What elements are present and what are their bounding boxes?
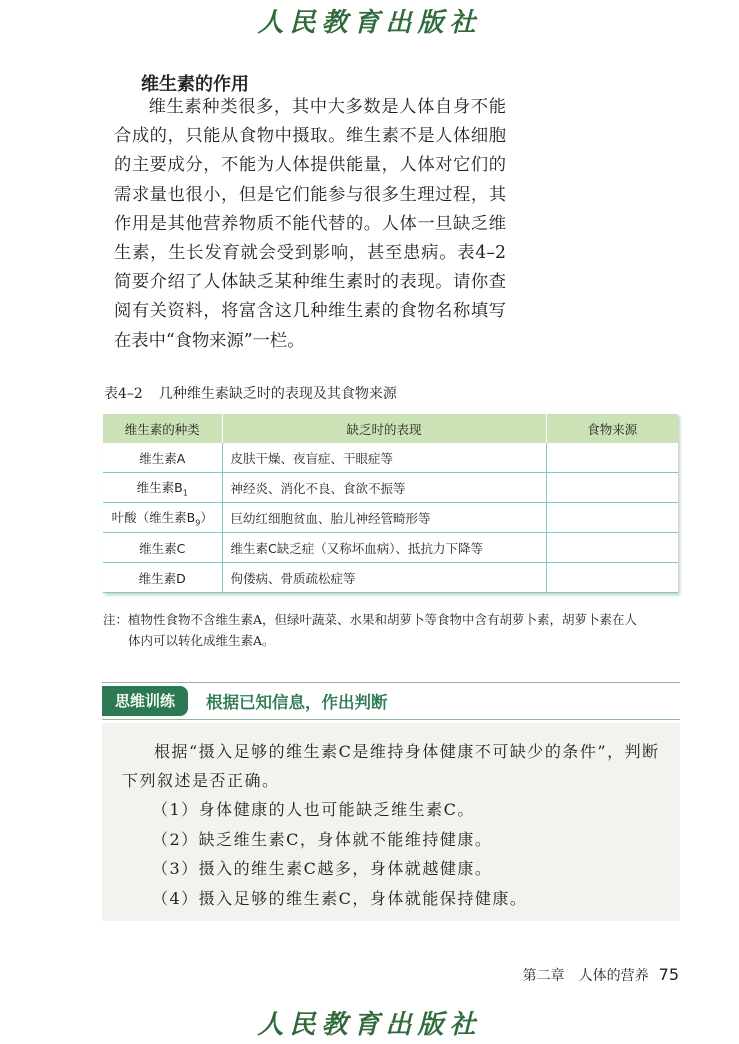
vitamin-type-cell [103, 443, 222, 473]
chapter-label: 第二章 人体的营养 [522, 968, 649, 984]
table-header-row [103, 414, 678, 443]
symptom-cell: 巨幼红细胞贫血、胎儿神经管畸形等 [222, 503, 546, 533]
table-row [103, 473, 678, 503]
publisher-logo-bottom: 人民教育出版社 [257, 1010, 482, 1040]
vitamin-type-cell [103, 533, 222, 563]
body-paragraph: 维生素种类很多，其中大多数是人体自身不能合成的，只能从食物中摄取。维生素不是人体细胞的主要成分，不能为人体提供能量，人体对它们的需求量也很小，但是它们能参与很多生理过程，其作用是其他营养物质不能代替的。人体一旦缺乏维生素，生长发育就会受到影响，甚至患病。表4–2简要介绍了人体缺乏某种维生素时的表现。请你查阅有关资料，将富含这几种维生素的食物名称填写在表中“食物来源”一栏。 [114, 97, 506, 351]
vitamin-type-cell [103, 563, 222, 593]
table-caption-number: 表4–2 [104, 386, 143, 402]
thinking-list [152, 795, 527, 913]
header-source: 食物来源 [546, 414, 678, 443]
food-source-cell[interactable] [546, 563, 678, 593]
page-footer [523, 965, 679, 985]
vitamin-subscript: 1 [182, 488, 188, 498]
table-caption-title: 几种维生素缺乏时的表现及其食物来源 [158, 386, 397, 402]
vitamin-suffix: ） [200, 509, 213, 525]
note-line-2: 体内可以转化成维生素A。 [128, 633, 275, 648]
vitamin-subscript: 9 [195, 518, 201, 528]
food-source-cell[interactable] [546, 443, 678, 473]
section-title: 维生素的作用 [141, 74, 249, 95]
thinking-header [102, 682, 680, 720]
note-text: 植物性食物不含维生素A，但绿叶蔬菜、水果和胡萝卜等食物中含有胡萝卜素，胡萝卜素在人 [128, 612, 638, 627]
table-row [103, 503, 678, 533]
header-symptom: 缺乏时的表现 [222, 414, 546, 443]
thinking-title: 根据已知信息，作出判断 [206, 693, 388, 712]
page-number: 75 [658, 965, 679, 984]
thinking-box [102, 723, 680, 921]
symptom-cell: 维生素C缺乏症（又称坏血病）、抵抗力下降等 [222, 533, 546, 563]
table-row [103, 563, 678, 593]
header-type: 维生素的种类 [103, 414, 222, 443]
table-caption [104, 383, 397, 403]
vitamin-name: 维生素D [138, 570, 186, 586]
table-note [103, 609, 683, 651]
vitamin-name: 维生素A [139, 450, 186, 466]
vitamin-type-cell [103, 473, 222, 503]
symptom-cell: 佝偻病、骨质疏松症等 [222, 563, 546, 593]
vitamin-table [103, 414, 678, 593]
food-source-cell[interactable] [546, 473, 678, 503]
food-source-cell[interactable] [546, 503, 678, 533]
list-item: （3）摄入的维生素C越多，身体就越健康。 [152, 859, 493, 878]
thinking-tag: 思维训练 [102, 686, 188, 716]
vitamin-name: 叶酸（维生素B [111, 509, 196, 525]
table-row [103, 533, 678, 563]
table-row [103, 443, 678, 473]
thinking-intro: 根据“摄入足够的维生素C是维持身体健康不可缺少的条件”，判断下列叙述是否正确。 [122, 742, 660, 790]
list-item: （4）摄入足够的维生素C，身体就能保持健康。 [152, 888, 528, 908]
vitamin-name: 维生素C [139, 540, 186, 556]
vitamin-name: 维生素B [136, 479, 183, 495]
vitamin-type-cell [103, 503, 222, 533]
note-line-1 [103, 609, 683, 630]
symptom-cell: 神经炎、消化不良、食欲不振等 [222, 473, 546, 503]
list-item: （1）身体健康的人也可能缺乏维生素C。 [152, 800, 475, 819]
note-label: 注： [103, 612, 129, 627]
symptom-cell: 皮肤干燥、夜盲症、干眼症等 [222, 443, 546, 473]
food-source-cell[interactable] [546, 533, 678, 563]
publisher-logo-top: 人民教育出版社 [257, 8, 482, 38]
list-item: （2）缺乏维生素C，身体就不能维持健康。 [152, 829, 493, 849]
